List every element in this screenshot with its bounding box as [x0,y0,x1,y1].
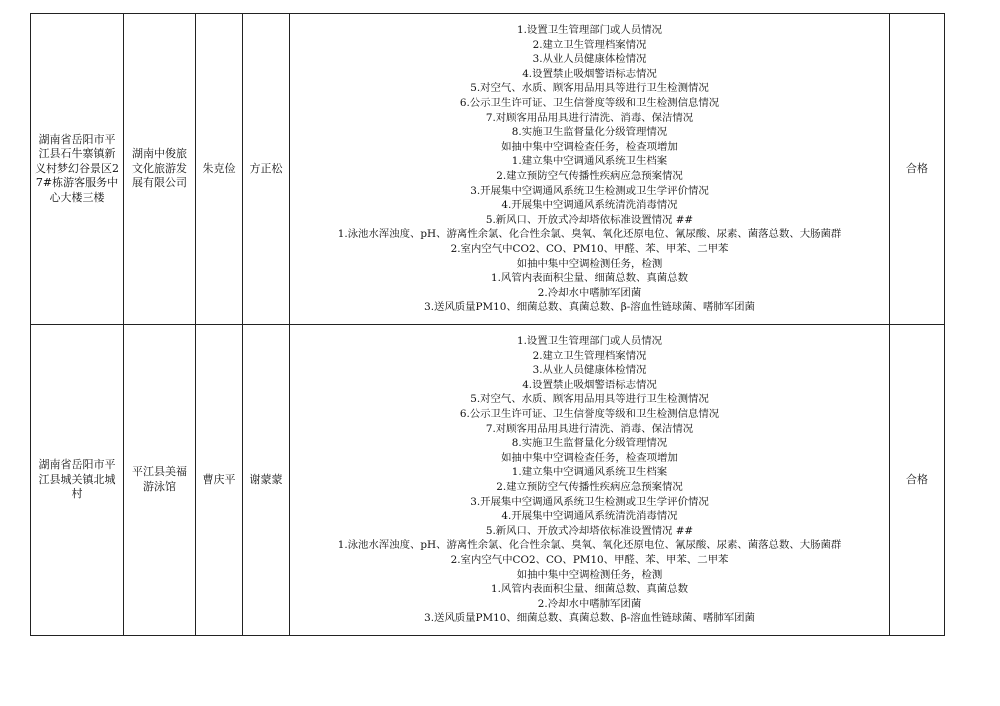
inspection-item-line: 5.新风口、开放式冷却塔依标准设置情况 ## [485,524,694,537]
inspection-item-line: 如抽中集中空调检测任务，检测 [516,257,663,270]
inspection-items-cell [290,14,890,325]
address-cell: 湖南省岳阳市平江县城关镇北城村 [31,325,124,636]
inspection-item-line: 2.冷却水中嗜肺军团菌 [537,597,642,610]
inspection-item-line: 5.对空气、水质、顾客用品用具等进行卫生检测情况 [470,82,709,95]
inspector-cell: 方正松 [243,14,290,325]
inspector-cell: 朱克俭 [196,14,243,325]
inspection-item-line: 2.建立预防空气传播性疾病应急预案情况 [496,481,683,493]
inspection-item-line: 3.开展集中空调通风系统卫生检测或卫生学评价情况 [470,495,709,508]
inspection-item-line: 2.建立预防空气传播性疾病应急预案情况 [496,170,683,182]
inspection-item-line: 1.设置卫生管理部门或人员情况 [517,335,662,348]
inspection-item-line: 3.送风质量PM10、细菌总数、真菌总数、β-溶血性链球菌、嗜肺军团菌 [424,612,755,625]
inspection-item-line: 8.实施卫生监督量化分级管理情况 [511,437,668,450]
inspection-item-line: 如抽中集中空调检测任务，检测 [516,568,663,581]
address-cell: 湖南省岳阳市平江县石牛寨镇新义村梦幻谷景区27#栋游客服务中心大楼三楼 [31,14,124,325]
inspection-item-line: 1.风管内表面积尘量、细菌总数、真菌总数 [491,272,688,285]
inspector-cell: 谢蒙蒙 [243,325,290,636]
inspection-item-line: 1.建立集中空调通风系统卫生档案 [511,155,668,168]
inspection-items-cell [290,325,890,636]
inspection-item-line: 如抽中集中空调检查任务，检查项增加 [501,140,678,153]
inspection-item-line: 5.对空气、水质、顾客用品用具等进行卫生检测情况 [470,393,709,406]
inspection-item-line: 4.开展集中空调通风系统清洗消毒情况 [501,510,678,523]
inspection-item-line: 1.泳池水浑浊度、pH、游离性余氯、化合性余氯、臭氧、氧化还原电位、氰尿酸、尿素、菌落总数、大肠菌群 [337,539,842,552]
inspection-item-line: 2.室内空气中CO2、CO、PM10、甲醛、苯、甲苯、二甲苯 [450,242,729,255]
inspection-item-line: 3.从业人员健康体检情况 [532,364,647,377]
table-row [31,325,945,636]
inspection-item-line: 1.建立集中空调通风系统卫生档案 [511,466,668,479]
inspection-item-line: 7.对顾客用品用具进行清洗、消毒、保洁情况 [485,111,694,124]
inspection-item-line: 3.从业人员健康体检情况 [532,53,647,66]
inspection-item-line: 6.公示卫生许可证、卫生信誉度等级和卫生检测信息情况 [459,408,720,421]
inspection-item-line: 1.泳池水浑浊度、pH、游离性余氯、化合性余氯、臭氧、氧化还原电位、氰尿酸、尿素、菌落总数、大肠菌群 [337,228,842,241]
inspection-item-line: 3.送风质量PM10、细菌总数、真菌总数、β-溶血性链球菌、嗜肺军团菌 [424,301,755,314]
unit-name-cell: 湖南中俊旅文化旅游发展有限公司 [124,14,196,325]
inspection-table [30,13,945,636]
inspector-cell: 曹庆平 [196,325,243,636]
inspection-item-line: 1.风管内表面积尘量、细菌总数、真菌总数 [491,583,688,596]
result-cell: 合格 [890,14,945,325]
inspection-item-line: 4.开展集中空调通风系统清洗消毒情况 [501,199,678,212]
inspection-item-line: 2.建立卫生管理档案情况 [532,349,647,362]
inspection-item-line: 2.室内空气中CO2、CO、PM10、甲醛、苯、甲苯、二甲苯 [450,553,729,566]
table-row [31,14,945,325]
inspection-item-line: 3.开展集中空调通风系统卫生检测或卫生学评价情况 [470,184,709,197]
inspection-item-line: 2.建立卫生管理档案情况 [532,38,647,51]
result-cell: 合格 [890,325,945,636]
inspection-item-line: 6.公示卫生许可证、卫生信誉度等级和卫生检测信息情况 [459,97,720,110]
inspection-item-line: 1.设置卫生管理部门或人员情况 [517,24,662,37]
inspection-item-line: 4.设置禁止吸烟警语标志情况 [522,378,657,391]
inspection-item-line: 8.实施卫生监督量化分级管理情况 [511,126,668,139]
unit-name-cell: 平江县美福游泳馆 [124,325,196,636]
inspection-item-line: 5.新风口、开放式冷却塔依标准设置情况 ## [485,213,694,226]
inspection-item-line: 2.冷却水中嗜肺军团菌 [537,286,642,299]
inspection-item-line: 如抽中集中空调检查任务，检查项增加 [501,451,678,464]
inspection-item-line: 7.对顾客用品用具进行清洗、消毒、保洁情况 [485,422,694,435]
inspection-item-line: 4.设置禁止吸烟警语标志情况 [522,67,657,80]
